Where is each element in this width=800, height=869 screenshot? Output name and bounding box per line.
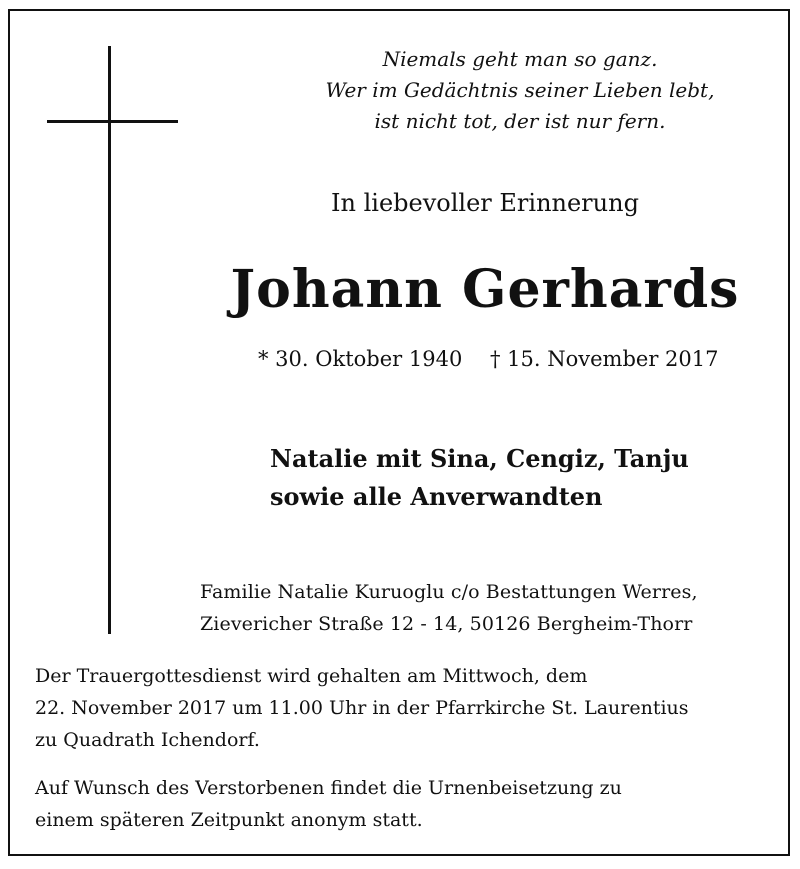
service-line-2: 22. November 2017 um 11.00 Uhr in der Pfarrkirche St. Laurentius xyxy=(35,697,689,719)
urn-burial-info xyxy=(35,772,775,836)
birth-date: * 30. Oktober 1940 xyxy=(258,347,463,371)
cross-vertical-bar xyxy=(108,46,111,634)
urn-line-2: einem späteren Zeitpunkt anonym statt. xyxy=(35,809,423,831)
cross-horizontal-bar xyxy=(47,120,178,123)
service-line-3: zu Quadrath Ichendorf. xyxy=(35,729,260,751)
intro-heading: In liebevoller Erinnerung xyxy=(331,189,639,217)
mourners-line-1: Natalie mit Sina, Cengiz, Tanju xyxy=(270,444,689,473)
mourners-block xyxy=(270,440,770,516)
address-line-2: Zieverіcher Straße 12 - 14, 50126 Bergheim-Thorr xyxy=(200,613,693,635)
quote-line-2: Wer im Gedächtnis seiner Lieben lebt, xyxy=(325,78,715,102)
deceased-name: Johann Gerhards xyxy=(230,259,740,320)
mourners-line-2: sowie alle Anverwandten xyxy=(270,482,603,511)
funeral-service-info xyxy=(35,660,775,756)
death-date: † 15. November 2017 xyxy=(490,347,719,371)
memorial-quote xyxy=(300,44,740,137)
address-line-1: Familie Natalie Kuruoglu c/o Bestattungen Werres, xyxy=(200,581,698,603)
urn-line-1: Auf Wunsch des Verstorbenen findet die Urnenbeisetzung zu xyxy=(35,777,622,799)
service-line-1: Der Trauergottesdienst wird gehalten am Mittwoch, dem xyxy=(35,665,588,687)
quote-line-3: ist nicht tot, der ist nur fern. xyxy=(374,109,666,133)
quote-line-1: Niemals geht man so ganz. xyxy=(382,47,658,71)
contact-address xyxy=(200,576,780,640)
